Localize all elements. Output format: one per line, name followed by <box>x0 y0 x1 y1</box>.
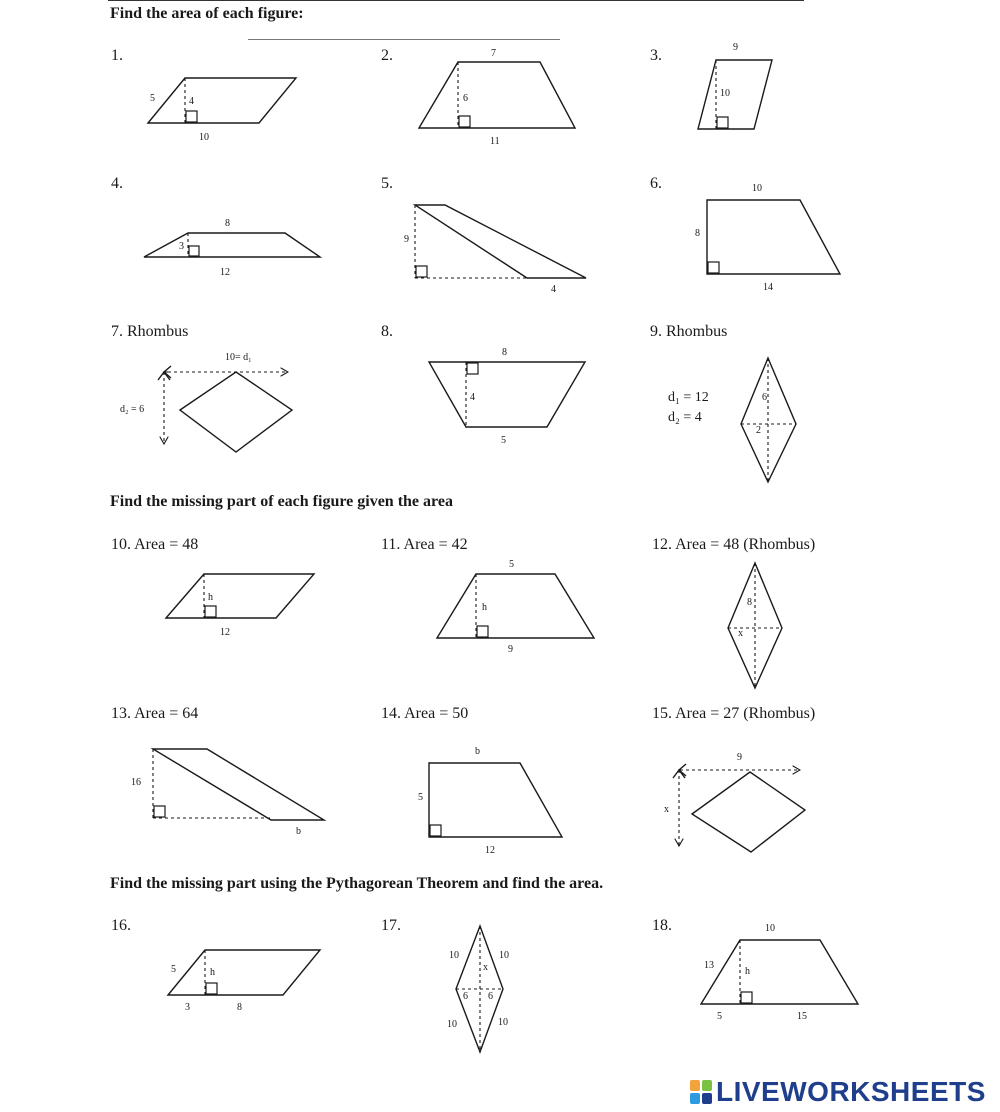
fig3-height-label: 10 <box>720 88 730 99</box>
fig13-base-label: b <box>296 826 301 837</box>
fig8-top-label: 8 <box>502 347 507 358</box>
fig16-segment-label: 3 <box>185 1002 190 1013</box>
problem-1-number: 1. <box>111 47 123 64</box>
fig4-base-label: 12 <box>220 267 230 278</box>
problem-2-number: 2. <box>381 47 393 64</box>
problem-15-number: 15. Area = 27 (Rhombus) <box>652 705 816 722</box>
fig16-base-label: 8 <box>237 1002 242 1013</box>
fig2-base-label: 11 <box>490 136 500 147</box>
section-heading-pythagorean: Find the missing part using the Pythagorean Theorem and find the area. <box>110 875 604 892</box>
figure-14-trapezoid <box>418 746 562 856</box>
fig16-side-label: 5 <box>171 964 176 975</box>
figure-1-parallelogram <box>148 78 296 143</box>
fig18-top-label: 10 <box>765 923 775 934</box>
fig17-side-label-tr: 10 <box>499 950 509 961</box>
problem-6-number: 6. <box>650 175 662 192</box>
fig8-height-label: 4 <box>470 392 475 403</box>
fig15-d1-label: 9 <box>737 752 742 763</box>
fig3-top-label: 9 <box>733 42 738 53</box>
fig17-half-left-label: 6 <box>463 991 468 1002</box>
section-heading-find-area: Find the area of each figure: <box>110 5 304 22</box>
fig17-side-label-bl: 10 <box>447 1019 457 1030</box>
figure-12-rhombus <box>728 563 782 688</box>
figure-11-trapezoid <box>437 559 594 655</box>
figure-8-trapezoid <box>429 347 585 446</box>
fig11-height-label: h <box>482 602 487 613</box>
fig7-d1-label: 10= d₁ <box>225 352 252 363</box>
fig10-base-label: 12 <box>220 627 230 638</box>
problem-14-number: 14. Area = 50 <box>381 705 469 722</box>
fig17-side-label-br: 10 <box>498 1017 508 1028</box>
liveworksheets-brand <box>690 1072 986 1112</box>
figure-6-trapezoid <box>695 183 840 293</box>
fig16-height-label: h <box>210 967 215 978</box>
fig10-height-label: h <box>208 592 213 603</box>
problem-4-number: 4. <box>111 175 123 192</box>
fig7-d2-label: d₂ = 6 <box>120 404 145 415</box>
fig14-top-label: b <box>475 746 480 757</box>
problem-17-number: 17. <box>381 917 401 934</box>
figure-2-trapezoid <box>419 48 575 147</box>
brand-name: LIVEWORKSHEETS <box>716 1076 986 1107</box>
fig13-height-label: 16 <box>131 777 141 788</box>
fig1-base-label: 10 <box>199 132 209 143</box>
fig4-top-label: 8 <box>225 218 230 229</box>
problem-13-number: 13. Area = 64 <box>111 705 199 722</box>
problem-8-number: 8. <box>381 323 393 340</box>
problem-7-number: 7. Rhombus <box>111 323 189 340</box>
figure-15-rhombus <box>664 752 805 852</box>
problem-16-number: 16. <box>111 917 131 934</box>
problem-12-number: 12. Area = 48 (Rhombus) <box>652 536 816 553</box>
fig17-side-label-tl: 10 <box>449 950 459 961</box>
fig5-base-label: 4 <box>551 284 556 295</box>
figure-13-parallelogram <box>131 749 324 837</box>
fig6-top-label: 10 <box>752 183 762 194</box>
fig15-x-label: x <box>664 804 669 815</box>
fig9-d2-label: d₂ = 4 <box>668 410 702 425</box>
fig12-half-diagonal-label: 8 <box>747 597 752 608</box>
fig4-height-label: 3 <box>179 241 184 252</box>
fig18-segment-label: 5 <box>717 1011 722 1022</box>
fig9-d1-label: d₁ = 12 <box>668 390 709 405</box>
fig1-side-label: 5 <box>150 93 155 104</box>
figure-4-trapezoid <box>144 218 320 278</box>
fig18-base-label: 15 <box>797 1011 807 1022</box>
figure-3-parallelogram <box>698 42 772 129</box>
fig1-height-label: 4 <box>189 96 194 107</box>
fig14-height-label: 5 <box>418 792 423 803</box>
problem-18-number: 18. <box>652 917 672 934</box>
fig17-x-label: x <box>483 962 488 973</box>
fig17-half-right-label: 6 <box>488 991 493 1002</box>
fig11-top-label: 5 <box>509 559 514 570</box>
fig18-slant-label: 13 <box>704 960 714 971</box>
figure-10-parallelogram <box>166 574 314 638</box>
fig18-height-label: h <box>745 966 750 977</box>
problem-3-number: 3. <box>650 47 662 64</box>
fig6-height-label: 8 <box>695 228 700 239</box>
fig12-x-label: x <box>738 628 743 639</box>
section-heading-missing-part: Find the missing part of each figure given the area <box>110 493 453 510</box>
figure-17-rhombus <box>447 926 509 1052</box>
fig9-half-d1-label: 6 <box>762 392 767 403</box>
problem-11-number: 11. Area = 42 <box>381 536 468 553</box>
fig2-height-label: 6 <box>463 93 468 104</box>
figure-16-parallelogram <box>168 950 320 1013</box>
fig6-base-label: 14 <box>763 282 773 293</box>
fig8-base-label: 5 <box>501 435 506 446</box>
fig14-base-label: 12 <box>485 845 495 856</box>
figure-9-rhombus <box>668 358 796 482</box>
fig9-half-d2-label: 2 <box>756 425 761 436</box>
fig5-height-label: 9 <box>404 234 409 245</box>
fig11-base-label: 9 <box>508 644 513 655</box>
fig2-top-label: 7 <box>491 48 496 59</box>
problem-9-number: 9. Rhombus <box>650 323 728 340</box>
figure-7-rhombus <box>120 352 292 452</box>
problem-10-number: 10. Area = 48 <box>111 536 199 553</box>
figure-5-parallelogram <box>404 205 586 295</box>
problem-5-number: 5. <box>381 175 393 192</box>
liveworksheets-logo-icon <box>690 1080 712 1104</box>
figure-18-trapezoid <box>701 923 858 1022</box>
